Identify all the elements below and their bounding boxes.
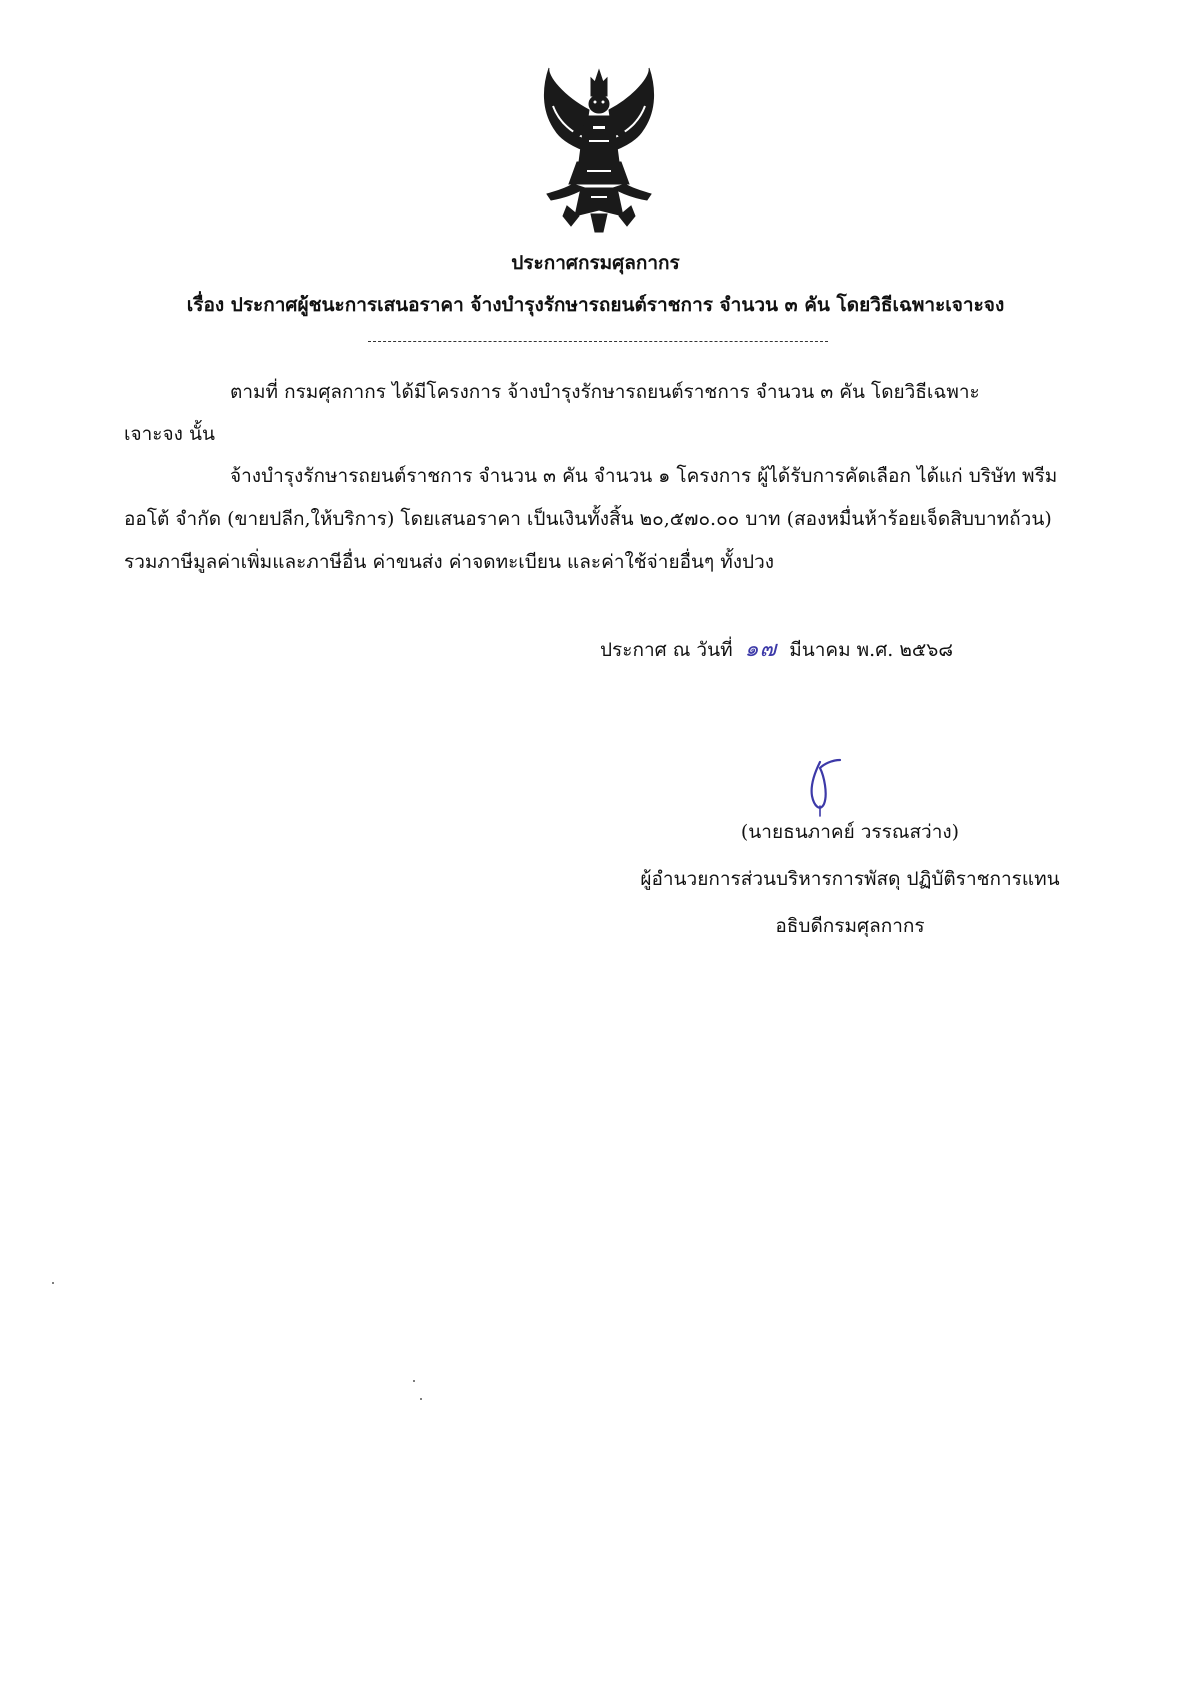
signature-icon xyxy=(790,756,850,818)
body-paragraph-1-line-2: เจาะจง นั้น xyxy=(124,423,215,445)
separator-line xyxy=(368,341,828,342)
signatory-organization: อธิบดีกรมศุลกากร xyxy=(775,915,925,937)
garuda-emblem-icon xyxy=(533,66,665,234)
document-title: ประกาศกรมศุลกากร xyxy=(511,252,680,274)
scan-speck xyxy=(52,1282,54,1284)
body-paragraph-2-line-3: รวมภาษีมูลค่าเพิ่มและภาษีอื่น ค่าขนส่ง ค่าจดทะเบียน และค่าใช้จ่ายอื่นๆ ทั้งปวง xyxy=(124,551,775,573)
scan-speck xyxy=(413,1380,415,1382)
body-paragraph-2-line-2: ออโต้ จำกัด (ขายปลีก,ให้บริการ) โดยเสนอราคา เป็นเงินทั้งสิ้น ๒๐,๕๗๐.๐๐ บาท (สองหมื่นห้าร้อยเจ็ดสิบบาทถ้วน) xyxy=(124,508,1052,530)
body-paragraph-2-line-1: จ้างบำรุงรักษารถยนต์ราชการ จำนวน ๓ คัน จำนวน ๑ โครงการ ผู้ได้รับการคัดเลือก ได้แก่ บริษัท พรีม xyxy=(230,465,1058,487)
announcement-date xyxy=(600,637,953,663)
signatory-name: (นายธนภาคย์ วรรณสว่าง) xyxy=(740,821,960,843)
scan-speck xyxy=(420,1398,422,1400)
document-subject: เรื่อง ประกาศผู้ชนะการเสนอราคา จ้างบำรุงรักษารถยนต์ราชการ จำนวน ๓ คัน โดยวิธีเฉพาะเจาะจง xyxy=(186,294,1005,316)
signatory-position: ผู้อำนวยการส่วนบริหารการพัสดุ ปฏิบัติราชการแทน xyxy=(640,868,1060,890)
date-prefix: ประกาศ ณ วันที่ xyxy=(600,639,733,661)
body-paragraph-1-line-1: ตามที่ กรมศุลกากร ได้มีโครงการ จ้างบำรุงรักษารถยนต์ราชการ จำนวน ๓ คัน โดยวิธีเฉพาะ xyxy=(230,381,980,403)
date-suffix: มีนาคม พ.ศ. ๒๕๖๘ xyxy=(789,639,953,661)
date-day-handwritten: ๑๗ xyxy=(744,637,778,662)
